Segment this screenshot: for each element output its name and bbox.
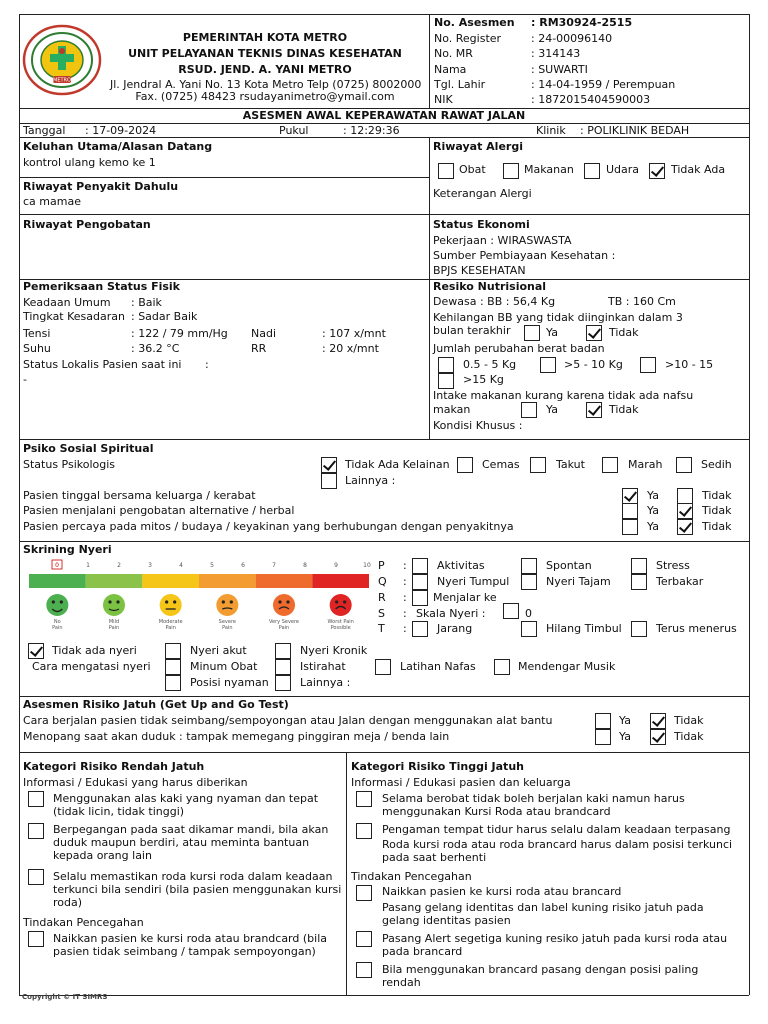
q2-ya-label: Ya [647,504,659,517]
nyeri-lainnya-label: Lainnya : [300,676,351,689]
tinggi-t3-checkbox[interactable] [356,962,372,978]
pain-scale-number: 3 [148,562,152,569]
q3-ya-checkbox[interactable] [622,519,638,535]
latihan-nafas-checkbox[interactable] [375,659,391,675]
alergi-tidak-ada-checkbox[interactable] [649,163,665,179]
pain-face-icon [330,594,352,616]
q3-tidak-checkbox[interactable] [677,519,693,535]
alergi-tidak-ada-label: Tidak Ada [671,163,726,176]
hospital-logo [22,24,102,96]
opt4-checkbox[interactable] [438,373,454,389]
psiko-takut-label: Takut [556,458,585,471]
lokalis-label: Status Lokalis Pasien saat ini [23,358,182,371]
tinggi-i2a: Pengaman tempat tidur harus selalu dalam keadaan terpasang [382,823,731,836]
nyeri-kronik-label: Nyeri Kronik [300,644,368,657]
alergi-udara-checkbox[interactable] [584,163,600,179]
q3-ya-label: Ya [647,520,659,533]
opt1-checkbox[interactable] [438,357,454,373]
pain-scale-number: 10 [363,562,371,569]
pain-face-label: Severe [218,619,236,625]
lokalis-colon: : [205,358,209,371]
pain-scale-bar-segment [142,574,199,588]
jatuh-q1-ya-checkbox[interactable] [595,713,611,729]
pain-scale-svg [27,558,372,638]
tidak-ada-nyeri-label: Tidak ada nyeri [52,644,137,657]
pain-face-icon [46,594,68,616]
rendah-t1: Naikkan pasien ke kursi roda atau brandcard (bila pasien tidak seimbang / tampak sempoyongan) [53,932,327,958]
klinik-label: Klinik [536,124,566,137]
header-address: Jl. Jendral A. Yani No. 13 Kota Metro Telp (0725) 8002000 [110,78,422,91]
nutrisi-title: Resiko Nutrisional [433,280,547,293]
terus-menerus-label: Terus menerus [656,622,737,635]
label-p: P [378,559,385,572]
tinggi-i1: Selama berobat tidak boleh berjalan kaki namun harus menggunakan Kursi Roda atau brandcard [382,792,685,818]
nyeri-title: Skrining Nyeri [23,543,112,556]
menjalar-detail-checkbox[interactable] [503,603,519,619]
alergi-obat-checkbox[interactable] [438,163,454,179]
pain-face-icon [216,594,238,616]
opt3-label: >10 - 15 [665,358,714,371]
q1-ya-label: Ya [647,489,659,502]
jarang-checkbox[interactable] [412,621,428,637]
logo-text: METRO [53,77,71,84]
psiko-takut-checkbox[interactable] [530,457,546,473]
q1-tidak-checkbox[interactable] [677,488,693,504]
nadi-value: : 107 x/mnt [322,327,386,340]
klinik-value: : POLIKLINIK BEDAH [580,124,690,137]
spontan-label: Spontan [546,559,592,572]
opt4-label: >15 Kg [463,373,504,386]
rr-value: : 20 x/mnt [322,342,379,355]
kesadaran-value: : Sadar Baik [131,310,198,323]
psiko-status: Status Psikologis [23,458,116,471]
rendah-i3: Selalu memastikan roda kursi roda dalam keadaan terkunci bila sendiri (bila pasien menggunakan kursi roda) [53,870,342,909]
header-line1: PEMERINTAH KOTA METRO [182,31,348,44]
lahir-label: Tgl. Lahir [434,78,486,91]
rendah-t1-checkbox[interactable] [28,931,44,947]
posisi-nyaman-checkbox[interactable] [165,675,181,691]
latihan-nafas-label: Latihan Nafas [400,660,476,673]
keluhan-title: Keluhan Utama/Alasan Datang [23,140,213,153]
tumpul-checkbox[interactable] [412,574,428,590]
alergi-makanan-label: Makanan [524,163,574,176]
rendah-i1: Menggunakan alas kaki yang nyaman dan tepat (tidak licin, tidak tinggi) [53,792,319,818]
q2-tidak-label: Tidak [702,504,732,517]
minum-obat-label: Minum Obat [190,660,258,673]
menjalar-checkbox[interactable] [412,590,428,606]
nutrisi-kondisi: Kondisi Khusus : [433,419,523,432]
header-line3: RSUD. JEND. A. YANI METRO [178,63,352,76]
nutrisi-tb: TB : 160 Cm [608,295,676,308]
jatuh-q2: Menopang saat akan duduk : tampak memegang pinggiran meja / benda lain [23,730,450,743]
posisi-nyaman-label: Posisi nyaman [190,676,269,689]
rendah-i2: Berpegangan pada saat dikamar mandi, bila akan duduk maupun berdiri, atau meminta bantuan kepada orang lain [53,823,329,862]
nyeri-lainnya-checkbox[interactable] [275,675,291,691]
musik-checkbox[interactable] [494,659,510,675]
pain-scale-bar-segment [86,574,143,588]
opt3-checkbox[interactable] [640,357,656,373]
spontan-checkbox[interactable] [521,558,537,574]
pain-face-icon [273,594,295,616]
rendah-info: Informasi / Edukasi yang harus diberikan [23,776,248,789]
ekonomi-bpjs: BPJS KESEHATAN [433,264,526,277]
tinggi-t3: Bila menggunakan brancard pasang dengan posisi paling rendah [382,963,699,989]
jatuh-q1-ya-label: Ya [619,714,631,727]
psiko-normal-checkbox[interactable] [321,457,337,473]
pain-face-label: Pain [222,625,233,631]
tanggal-label: Tanggal [23,124,66,137]
intake-ya-checkbox[interactable] [521,402,537,418]
intake-ya-label: Ya [546,403,558,416]
suhu-label: Suhu [23,342,51,355]
footer-copyright: Copyright © IT SIMRS [22,993,108,1001]
tinggi-i2b: Roda kursi roda atau roda brancard harus dalam posisi terkunci pada saat berhenti [382,838,733,864]
header-fax: Fax. (0725) 48423 rsudayanimetro@ymail.com [135,90,395,103]
tinggi-t2-checkbox[interactable] [356,931,372,947]
psiko-cemas-checkbox[interactable] [457,457,473,473]
alergi-obat-label: Obat [459,163,486,176]
ekonomi-sumber: Sumber Pembiayaan Kesehatan : [433,249,616,262]
q2-tidak-checkbox[interactable] [677,503,693,519]
psiko-normal-label: Tidak Ada Kelainan [345,458,450,471]
pukul-value: : 12:29:36 [343,124,400,137]
ekonomi-title: Status Ekonomi [433,218,530,231]
header-line2: UNIT PELAYANAN TEKNIS DINAS KESEHATAN [128,47,402,60]
rendah-i3-checkbox[interactable] [28,869,44,885]
aktivitas-label: Aktivitas [437,559,485,572]
nutrisi-intake-2: makan [433,403,471,416]
menjalar-label: Menjalar ke [433,591,497,604]
istirahat-label: Istirahat [300,660,346,673]
keadaan-value: : Baik [131,296,162,309]
riwayat-penyakit-title: Riwayat Penyakit Dahulu [23,180,179,193]
label-s: S [378,607,385,620]
nik-value: : 1872015404590003 [531,93,651,106]
jatuh-q1-tidak-checkbox[interactable] [650,713,666,729]
tajam-checkbox[interactable] [521,574,537,590]
jatuh-q2-ya-label: Ya [619,730,631,743]
q1-tidak-label: Tidak [702,489,732,502]
q2-ya-checkbox[interactable] [622,503,638,519]
pain-scale-bar-segment [199,574,256,588]
label-q: Q [378,575,387,588]
kehilangan-tidak-checkbox[interactable] [586,325,602,341]
pain-scale-number: 2 [117,562,121,569]
psiko-cemas-label: Cemas [482,458,520,471]
pain-face-icon [103,594,125,616]
tinggi-title: Kategori Risiko Tinggi Jatuh [351,760,524,773]
jatuh-q1: Cara berjalan pasien tidak seimbang/sempoyongan atau Jalan dengan menggunakan alat bantu [23,714,553,727]
cara-mengatasi-label: Cara mengatasi nyeri [32,660,151,673]
alergi-makanan-checkbox[interactable] [503,163,519,179]
tinggi-t1a: Naikkan pasien ke kursi roda atau brancard [382,885,622,898]
pain-face-label: Pain [278,625,290,631]
pain-scale-number: 1 [86,562,90,569]
opt1-label: 0.5 - 5 Kg [463,358,517,371]
psiko-q2: Pasien menjalani pengobatan alternative / herbal [23,504,295,517]
pain-face-label: Pain [52,625,63,631]
jatuh-q2-ya-checkbox[interactable] [595,729,611,745]
aktivitas-checkbox[interactable] [412,558,428,574]
pain-face-label: No [53,619,61,625]
fisik-title: Pemeriksaan Status Fisik [23,280,180,293]
tinggi-t1-checkbox[interactable] [356,885,372,901]
nama-label: Nama [434,63,467,76]
mr-value: : 314143 [531,47,581,60]
pain-face-label: Very Severe [268,619,300,625]
tinggi-t2: Pasang Alert segetiga kuning resiko jatuh pada kursi roda atau pada brancard [382,932,728,958]
skala-value: 0 [525,607,532,620]
alergi-udara-label: Udara [606,163,640,176]
hilang-timbul-checkbox[interactable] [521,621,537,637]
pain-scale-number: 8 [303,562,307,569]
terbakar-checkbox[interactable] [631,574,647,590]
psiko-marah-label: Marah [628,458,663,471]
tinggi-t1b: Pasang gelang identitas dan label kuning risiko jatuh pada gelang identitas pasien [382,901,704,927]
tensi-value: : 122 / 79 mm/Hg [131,327,228,340]
rendah-i2-checkbox[interactable] [28,823,44,839]
kesadaran-label: Tingkat Kesadaran [23,310,125,323]
nyeri-akut-checkbox[interactable] [165,643,181,659]
label-r: R [378,591,386,604]
pain-scale-number: 5 [210,562,214,569]
pain-face-label: Possible [330,625,351,631]
jarang-label: Jarang [437,622,473,635]
keluhan-value: kontrol ulang kemo ke 1 [23,156,156,169]
tinggi-i1-checkbox[interactable] [356,791,372,807]
skala-label: Skala Nyeri : [416,607,486,620]
asesmen-label: No. Asesmen [434,16,515,29]
lokalis-value: - [23,373,27,386]
rendah-tindakan: Tindakan Pencegahan [23,916,144,929]
pain-face-label: Pain [165,625,176,631]
pain-scale-bar-segment [256,574,313,588]
terbakar-label: Terbakar [656,575,704,588]
tinggi-info: Informasi / Edukasi pasien dan keluarga [351,776,571,789]
psiko-q1: Pasien tinggal bersama keluarga / kerabat [23,489,256,502]
nutrisi-dewasa: Dewasa : BB : 56,4 Kg [433,295,556,308]
pain-scale-number: 6 [241,562,245,569]
pain-face-label: Moderate [158,619,183,625]
riwayat-pengobatan-title: Riwayat Pengobatan [23,218,151,231]
q1-ya-checkbox[interactable] [622,488,638,504]
nama-value: : SUWARTI [531,63,588,76]
pain-face-label: Pain [108,625,120,631]
nutrisi-jumlah: Jumlah perubahan berat badan [433,342,605,355]
pain-face-label: Worst Pain [327,619,354,625]
pukul-label: Pukul [279,124,309,137]
ekonomi-pekerjaan: Pekerjaan : WIRASWASTA [433,234,572,247]
istirahat-checkbox[interactable] [275,659,291,675]
tinggi-tindakan: Tindakan Pencegahan [351,870,472,883]
register-label: No. Register [434,32,502,45]
suhu-value: : 36.2 °C [131,342,180,355]
nutrisi-kehilangan-2: bulan terakhir [433,324,511,337]
kehilangan-ya-label: Ya [546,326,558,339]
opt2-checkbox[interactable] [540,357,556,373]
pain-scale-number: 4 [179,562,183,569]
hilang-timbul-label: Hilang Timbul [546,622,622,635]
alergi-keterangan: Keterangan Alergi [433,187,532,200]
psiko-sedih-label: Sedih [701,458,732,471]
pain-scale-number: 9 [334,562,338,569]
nyeri-kronik-checkbox[interactable] [275,643,291,659]
pain-face-icon [160,594,182,616]
q3-tidak-label: Tidak [702,520,732,533]
register-value: : 24-00096140 [531,32,613,45]
stress-checkbox[interactable] [631,558,647,574]
rendah-i1-checkbox[interactable] [28,791,44,807]
tinggi-i2-checkbox[interactable] [356,823,372,839]
assessment-form: METRO PEMERINTAH KOTA METRO UNIT PELAYANAN TEKNIS DINAS KESEHATAN RSUD. JEND. A. YANI METRO Jl. Jendral A. Yani No. 13 Kota Metro Telp (0725) 8002000 Fax. (0725) 48423 rsudayanimetro@ymail.com No. Asesmen : RM30924-2515 No. Register : 24-00096140 No. MR : 314143 Nama : SUWARTI Tgl. Lahir : 14-04-1959 / Perempuan NIK : 1872015404590003 ASESMEN AWAL KEPERAWATAN RAWAT JALAN Tanggal : 17-09-2024 Pukul : 12:29:36 Klinik : POLIKLINIK BEDAH Keluhan Utama/Alasan Datang kontrol ulang kemo ke 1 Riwayat Penyakit Dahulu ca mamae Riwayat Pengobatan Riwayat Alergi Obat Makanan Udara Tidak Ada Keterangan Alergi Status Ekonomi Pekerjaan : WIRASWASTA Sumber Pembiayaan Kesehatan : BPJS KESEHATAN Pemeriksaan Status Fisik Keadaan Umum : Baik Tingkat Kesadaran : Sadar Baik Tensi : 122 / 79 mm/Hg Nadi : 107 x/mnt Suhu : 36.2 °C RR : 20 x/mnt Status Lokalis Pasien saat ini : - Resiko Nutrisional Dewasa : BB : 56,4 Kg TB : 160 Cm Kehilangan BB yang tidak diinginkan dalam 3 bulan terakhir Ya Tidak Jumlah perubahan berat badan 0.5 - 5 Kg >5 - 10 Kg >10 - 15 >15 Kg Intake makanan kurang karena tidak ada nafsu makan Ya Tidak Kondisi Khusus : Psiko Sosial Spiritual Status Psikologis Tidak Ada Kelainan Cemas Takut Marah Sedih Lainnya : Pasien tinggal bersama keluarga / kerabat Pasien menjalani pengobatan alternative / herbal Pasien percaya pada mitos / budaya / keyakinan yang berhubungan dengan penyakitnya Ya Tidak Ya Tidak Ya Tidak Skrining Nyeri 0 1 2 3 4 5 6 7 8 9 10 No Pain Mild Pain Moderate Pain Severe Pain Very Severe Pain Worst Pain Possible P Q R S T : : : : : Aktivitas Spontan Stress Nyeri Tumpul Nyeri Tajam Terbakar Menjalar ke Skala Nyeri : 0 Jarang Hilang Timbul Terus menerus Tidak ada nyeri Nyeri akut Nyeri Kronik Cara mengatasi nyeri Minum Obat Istirahat Latihan Nafas Mendengar Musik Posisi nyaman Lainnya : Asesmen Risiko Jatuh (Get Up and Go Test) Cara berjalan pasien tidak seimbang/sempoyongan atau Jalan dengan menggunakan alat bantu Menopang saat akan duduk : tampak memegang pinggiran meja / benda lain Ya Tidak Ya Tidak Kategori Risiko Rendah Jatuh Informasi / Edukasi yang harus diberikan Menggunakan alas kaki yang nyaman dan tepat (tidak licin, tidak tinggi) Berpegangan pada saat dikamar mandi, bila akan duduk maupun berdiri, atau meminta bantuan kepada orang lain Selalu memastikan roda kursi roda dalam keadaan terkunci bila sendiri (bila pasien menggunakan kursi roda) Tindakan Pencegahan Naikkan pasien ke kursi roda atau brandcard (bila pasien tidak seimbang / tampak sempoyongan) Kategori Risiko Tinggi Jatuh Informasi / Edukasi pasien dan keluarga Selama berobat tidak boleh berjalan kaki namun harus menggunakan Kursi Roda atau brandcard Pengaman tempat tidur harus selalu dalam keadaan terpasang Roda kursi roda atau roda brancard harus dalam posisi terkunci pada saat berhenti Tindakan Pencegahan Naikkan pasien ke kursi roda atau brancard Pasang gelang identitas dan label kuning risiko jatuh pada gelang identitas pasien Pasang Alert segetiga kuning resiko jatuh pada kursi roda atau pada brancard Bila menggunakan brancard pasang dengan posisi paling rendah Copyright © IT SIMRS [0,0,768,1024]
stress-label: Stress [656,559,690,572]
label-t: T [378,622,385,635]
jatuh-q2-tidak-checkbox[interactable] [650,729,666,745]
psiko-marah-checkbox[interactable] [602,457,618,473]
musik-label: Mendengar Musik [518,660,616,673]
tensi-label: Tensi [23,327,51,340]
jatuh-title: Asesmen Risiko Jatuh (Get Up and Go Test) [23,698,289,711]
jatuh-q1-tidak-label: Tidak [674,714,704,727]
tumpul-label: Nyeri Tumpul [437,575,510,588]
psiko-sedih-checkbox[interactable] [676,457,692,473]
asesmen-value: : RM30924-2515 [531,16,633,29]
kehilangan-tidak-label: Tidak [609,326,639,339]
jatuh-q2-tidak-label: Tidak [674,730,704,743]
alergi-title: Riwayat Alergi [433,140,523,153]
nik-label: NIK [434,93,453,106]
opt2-label: >5 - 10 Kg [564,358,623,371]
keadaan-label: Keadaan Umum [23,296,111,309]
mr-label: No. MR [434,47,473,60]
nyeri-akut-label: Nyeri akut [190,644,247,657]
tajam-label: Nyeri Tajam [546,575,611,588]
pain-scale-number: 7 [272,562,276,569]
nutrisi-intake-1: Intake makanan kurang karena tidak ada nafsu [433,389,694,402]
kehilangan-ya-checkbox[interactable] [524,325,540,341]
nutrisi-kehilangan-1: Kehilangan BB yang tidak diinginkan dalam 3 [433,311,683,324]
psiko-title: Psiko Sosial Spiritual [23,442,154,455]
psiko-lainnya-label: Lainnya : [345,474,396,487]
pain-face-label: Mild [108,619,120,625]
riwayat-penyakit-value: ca mamae [23,195,81,208]
tanggal-value: : 17-09-2024 [85,124,157,137]
pain-scale-bar-segment [29,574,86,588]
pain-scale [27,558,372,638]
tidak-ada-nyeri-checkbox[interactable] [28,643,44,659]
psiko-lainnya-checkbox[interactable] [321,473,337,489]
psiko-q3: Pasien percaya pada mitos / budaya / keyakinan yang berhubungan dengan penyakitnya [23,520,514,533]
lahir-value: : 14-04-1959 / Perempuan [531,78,676,91]
rr-label: RR [251,342,267,355]
rendah-title: Kategori Risiko Rendah Jatuh [23,760,205,773]
minum-obat-checkbox[interactable] [165,659,181,675]
intake-tidak-label: Tidak [609,403,639,416]
form-title: ASESMEN AWAL KEPERAWATAN RAWAT JALAN [242,109,526,122]
terus-menerus-checkbox[interactable] [631,621,647,637]
pain-scale-bar-segment [312,574,369,588]
pain-scale-number: 0 [55,562,59,569]
intake-tidak-checkbox[interactable] [586,402,602,418]
nadi-label: Nadi [251,327,277,340]
